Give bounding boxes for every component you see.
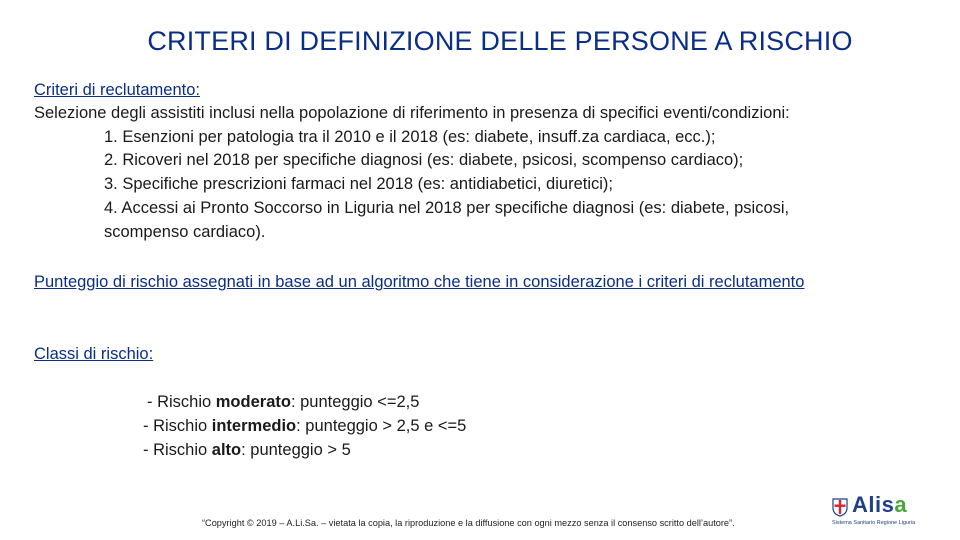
region-emblem-icon [832, 497, 848, 517]
logo-wordmark: Alisa [852, 492, 908, 517]
recruitment-heading: Criteri di reclutamento: [34, 81, 200, 99]
recruitment-intro: Selezione degli assistiti inclusi nella popolazione di riferimento in presenza di specifici eventi/condizioni: [34, 104, 790, 122]
class-high: - Rischio alto: punteggio > 5 [143, 441, 351, 459]
recruitment-item-2: 2. Ricoveri nel 2018 per specifiche diagnosi (es: diabete, psicosi, scompenso cardiaco); [104, 151, 744, 169]
recruitment-item-3: 3. Specifiche prescrizioni farmaci nel 2018 (es: antidiabetici, diuretici); [104, 175, 613, 193]
alisa-logo [832, 494, 928, 530]
page-title: CRITERI DI DEFINIZIONE DELLE PERSONE A RISCHIO [147, 26, 853, 56]
classes-heading: Classi di rischio: [34, 345, 154, 363]
recruitment-item-1: 1. Esenzioni per patologia tra il 2010 e il 2018 (es: diabete, insuff.za cardiaca, ecc.); [104, 128, 716, 146]
class-intermediate: - Rischio intermedio: punteggio > 2,5 e <=5 [143, 417, 467, 435]
recruitment-item-4-cont: scompenso cardiaco). [104, 223, 266, 241]
score-statement: Punteggio di rischio assegnati in base ad un algoritmo che tiene in considerazione i criteri di reclutamento [34, 273, 805, 291]
logo-tagline: Sistema Sanitario Regione Liguria [832, 520, 916, 526]
class-moderate: - Rischio moderato: punteggio <=2,5 [147, 393, 420, 411]
copyright-footer: “Copyright © 2019 – A.Li.Sa. – vietata la copia, la riproduzione e la diffusione con ogni mezzo senza il consenso scritto dell’autore”. [202, 518, 735, 528]
recruitment-item-4: 4. Accessi ai Pronto Soccorso in Liguria nel 2018 per specifiche diagnosi (es: diabete, psicosi, [104, 199, 790, 217]
